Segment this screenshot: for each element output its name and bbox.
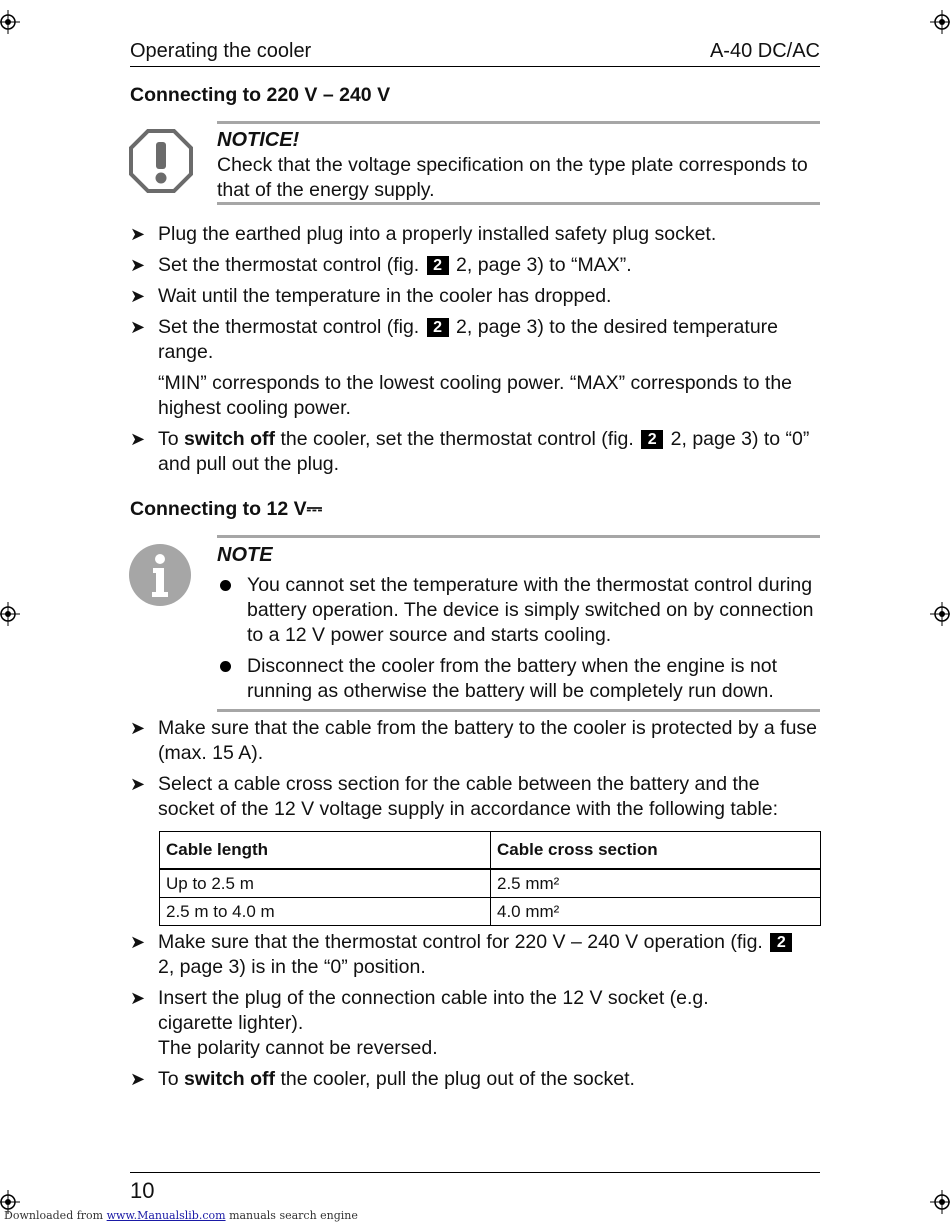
step-emphasis: switch off: [184, 428, 276, 450]
table-cell: 2.5 m to 4.0 m: [160, 898, 491, 926]
arrow-bullet-icon: ➤: [130, 255, 146, 275]
notice-title: NOTICE!: [217, 129, 300, 151]
cable-table: [159, 831, 821, 926]
page-number: 10: [130, 1178, 155, 1203]
list-item: [130, 1067, 820, 1092]
list-item: [130, 930, 798, 980]
arrow-bullet-icon: ➤: [130, 774, 146, 794]
table-cell: 2.5 mm²: [491, 869, 821, 898]
step-text: 2, page 3) to the desired temperature range.: [158, 316, 778, 363]
registration-mark-icon: [930, 10, 950, 34]
step-text: 2, page 3) is in the “0” position.: [158, 956, 426, 978]
figure-badge: 2: [427, 256, 449, 275]
arrow-bullet-icon: ➤: [130, 718, 146, 738]
note-box: [217, 535, 820, 712]
list-item: [130, 222, 820, 247]
step-text: the cooler, pull the plug out of the socket.: [280, 1068, 635, 1090]
list-item: [217, 573, 820, 648]
heading-text: Connecting to 12 V: [130, 498, 307, 520]
dc-steps-list-a: [130, 716, 820, 828]
dc-symbol: ⎓: [306, 498, 323, 520]
notice-text: Check that the voltage specification on the type plate corresponds to that of the energy supply.: [217, 154, 808, 201]
step-text: To: [158, 1068, 179, 1090]
footer-rule: [130, 1172, 820, 1173]
table-header-cell: Cable length: [160, 832, 491, 870]
list-item: [130, 986, 728, 1061]
registration-mark-icon: [930, 602, 950, 626]
step-text: Set the thermostat control (fig.: [158, 254, 420, 276]
figure-badge: 2: [770, 933, 792, 952]
arrow-bullet-icon: ➤: [130, 1069, 146, 1089]
info-icon: [129, 544, 191, 606]
list-item: [130, 315, 820, 365]
registration-mark-icon: [930, 1190, 950, 1214]
step-text: 2, page 3) to “0” and pull out the plug.: [158, 428, 810, 475]
step-text: Plug the earthed plug into a properly installed safety plug socket.: [158, 223, 717, 245]
figure-badge: 2: [427, 318, 449, 337]
note-bullet-text: You cannot set the temperature with the thermostat control during battery operation. The device is simply switched on by connection to a 12 V power source and starts cooling.: [247, 574, 814, 646]
step-text: Select a cable cross section for the cable between the battery and the socket of the 12 V voltage supply in accordance with the following table:: [158, 773, 779, 820]
figure-badge: 2: [641, 430, 663, 449]
bullet-dot-icon: [220, 580, 231, 591]
header-section-title: Operating the cooler: [130, 40, 312, 62]
list-item: [130, 427, 820, 477]
list-item: [217, 654, 820, 704]
registration-mark-icon: [0, 602, 20, 626]
note-title: NOTE: [217, 544, 273, 566]
section-heading-dc: [130, 497, 322, 521]
notice-box: [217, 121, 820, 205]
step-text: 2, page 3) to “MAX”.: [456, 254, 632, 276]
step-text: Make sure that the thermostat control for 220 V – 240 V operation (fig.: [158, 931, 763, 953]
dc-steps-list-b: [130, 930, 820, 1098]
arrow-bullet-icon: ➤: [130, 224, 146, 244]
table-header-cell: Cable cross section: [491, 832, 821, 870]
arrow-bullet-icon: ➤: [130, 317, 146, 337]
arrow-bullet-icon: ➤: [130, 429, 146, 449]
credit-prefix: Downloaded from: [4, 1209, 104, 1222]
section-heading-ac: Connecting to 220 V – 240 V: [130, 84, 391, 106]
step-text: the cooler, set the thermostat control (fig.: [280, 428, 634, 450]
manualslib-link[interactable]: www.Manualslib.com: [106, 1209, 226, 1222]
step-text: To: [158, 428, 179, 450]
note-bullet-text: Disconnect the cooler from the battery when the engine is not running as otherwise the battery will be completely run down.: [247, 655, 778, 702]
step-text: Set the thermostat control (fig.: [158, 316, 420, 338]
arrow-bullet-icon: ➤: [130, 932, 146, 952]
bullet-dot-icon: [220, 661, 231, 672]
table-cell: 4.0 mm²: [491, 898, 821, 926]
warning-octagon-icon: [129, 129, 193, 193]
table-row: [160, 898, 821, 926]
step-emphasis: switch off: [184, 1068, 276, 1090]
ac-steps-list: [130, 222, 820, 483]
list-item: [130, 772, 820, 822]
credit-suffix: manuals search engine: [229, 1209, 358, 1222]
step-text: Insert the plug of the connection cable into the 12 V socket (e.g. cigarette lighter).: [158, 987, 709, 1034]
arrow-bullet-icon: ➤: [130, 286, 146, 306]
info-paragraph: “MIN” corresponds to the lowest cooling power. “MAX” corresponds to the highest cooling power.: [158, 372, 793, 419]
arrow-bullet-icon: ➤: [130, 988, 146, 1008]
list-item: [130, 716, 823, 766]
table-row: [160, 869, 821, 898]
step-text: Wait until the temperature in the cooler has dropped.: [158, 285, 612, 307]
list-item: [130, 284, 820, 309]
table-cell: Up to 2.5 m: [160, 869, 491, 898]
header-model: A-40 DC/AC: [709, 40, 820, 62]
registration-mark-icon: [0, 10, 20, 34]
list-item: [130, 253, 820, 278]
step-text: The polarity cannot be reversed.: [158, 1037, 438, 1059]
table-header-row: [160, 832, 821, 870]
step-text: Make sure that the cable from the battery to the cooler is protected by a fuse (max. 15 A).: [158, 717, 818, 764]
page-header: [130, 38, 820, 67]
download-credit: [4, 1209, 358, 1222]
